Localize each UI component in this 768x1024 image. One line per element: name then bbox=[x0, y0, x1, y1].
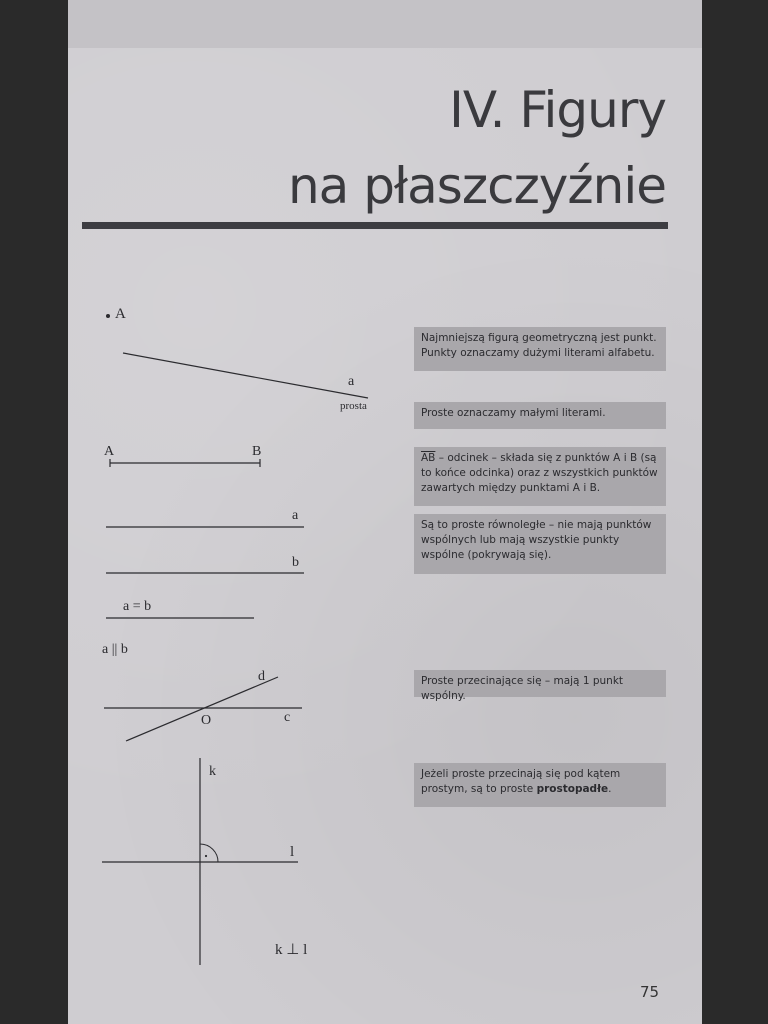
right-angle-dot bbox=[205, 855, 207, 857]
box-point-text: Najmniejszą figurą geometryczną jest punkt. Punkty oznaczamy dużymi literami alfabetu. bbox=[421, 332, 657, 359]
right-angle-arc bbox=[200, 844, 218, 862]
box-line-definition bbox=[414, 402, 666, 429]
point-o-label: O bbox=[201, 713, 212, 728]
point-a-dot bbox=[106, 314, 110, 318]
equal-lines-label: a = b bbox=[123, 599, 152, 614]
line-a bbox=[123, 353, 368, 398]
parallel-a-label: a bbox=[292, 508, 299, 523]
parallel-symbol-label: a || b bbox=[102, 642, 128, 657]
segment-a-label: A bbox=[104, 444, 115, 459]
perpendicular-symbol-label: k ⊥ l bbox=[275, 942, 308, 958]
book-page bbox=[68, 0, 702, 1024]
box-perp-bold: prostopadłe bbox=[536, 783, 609, 795]
box-parallel-text: Są to proste równoległe – nie mają punktów wspólnych lub mają wszystkie punkty wspólne (pokrywają się). bbox=[421, 519, 652, 561]
prosta-label: prosta bbox=[340, 400, 367, 412]
box-perp-end: . bbox=[608, 783, 612, 795]
title-line-2: na płaszczyźnie bbox=[287, 157, 666, 215]
box-point-definition bbox=[414, 327, 666, 371]
line-l-label: l bbox=[290, 844, 295, 860]
point-a-label: A bbox=[115, 306, 126, 322]
parallel-b-label: b bbox=[292, 555, 299, 570]
line-d-label: d bbox=[258, 669, 265, 684]
segment-b-label: B bbox=[252, 444, 262, 459]
box-segment-text: – odcinek – składa się z punktów A i B (są to końce odcinka) oraz z wszystkich punktów zawartych między punktami A i B. bbox=[421, 452, 658, 494]
box-intersect-text: Proste przecinające się – mają 1 punkt wspólny. bbox=[421, 675, 624, 702]
box-line-text: Proste oznaczamy małymi literami. bbox=[421, 407, 606, 419]
line-k-label: k bbox=[209, 764, 216, 779]
box-perp-text: Jeżeli proste przecinają się pod kątem prostym, są to proste bbox=[421, 768, 621, 795]
geometry-diagrams bbox=[68, 0, 702, 1024]
line-c-label: c bbox=[284, 710, 291, 725]
box-intersect-definition bbox=[414, 670, 666, 702]
line-d bbox=[126, 677, 278, 741]
page-number: 75 bbox=[640, 983, 660, 1001]
box-segment-definition bbox=[414, 447, 666, 506]
box-perpendicular-definition bbox=[414, 763, 666, 807]
segment-ab-notation: $\overline{AB}$ bbox=[421, 452, 436, 464]
title-line-1: IV. Figury bbox=[449, 81, 666, 139]
line-a-label: a bbox=[348, 374, 355, 389]
box-parallel-definition bbox=[414, 514, 666, 574]
